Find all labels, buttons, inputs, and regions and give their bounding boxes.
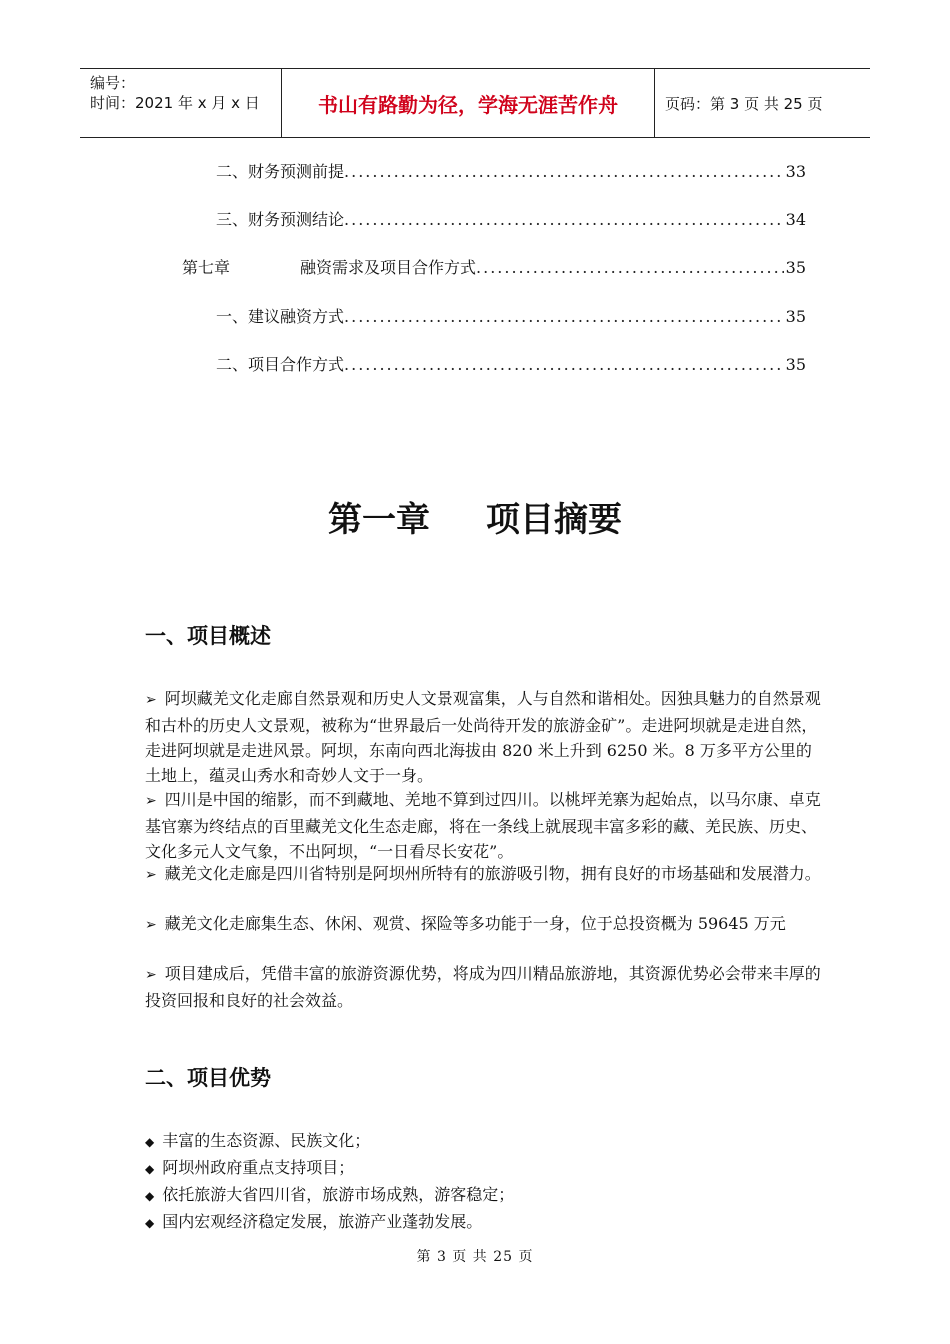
toc-entry-chapter[interactable]	[182, 256, 806, 280]
diamond-bullet-icon: ◆	[145, 1162, 155, 1176]
toc-entry[interactable]	[216, 353, 806, 377]
arrow-bullet-icon: ➢	[145, 793, 157, 809]
toc-entry-label: 一、建议融资方式	[216, 307, 345, 326]
list-item: ◆ 国内宏观经济稳定发展，旅游产业蓬勃发展。	[145, 1212, 483, 1231]
chapter-heading	[0, 492, 950, 541]
section-heading: 二、项目优势	[145, 1066, 271, 1090]
list-item: ◆ 依托旅游大省四川省，旅游市场成熟，游客稳定；	[145, 1185, 515, 1204]
diamond-bullet-icon: ◆	[145, 1216, 155, 1230]
toc-entry-page: 34	[785, 210, 806, 229]
page-header	[80, 68, 870, 138]
advantages-list	[145, 1128, 825, 1236]
diamond-bullet-icon: ◆	[145, 1189, 155, 1203]
arrow-bullet-icon: ➢	[145, 867, 157, 883]
toc-leader-dots	[344, 160, 784, 184]
toc-entry-page: 35	[785, 355, 806, 374]
header-page-info: 页码：第 3 页 共 25 页	[665, 94, 823, 113]
toc-leader-dots	[344, 353, 784, 377]
toc-leader-dots	[344, 305, 784, 329]
toc-entry-label: 二、财务预测前提	[216, 162, 345, 181]
toc-leader-dots	[476, 256, 784, 280]
overview-paragraph: ➢ 藏羌文化走廊是四川省特别是阿坝州所特有的旅游吸引物，拥有良好的市场基础和发展潜力。	[145, 864, 821, 883]
toc-entry-page: 35	[785, 258, 806, 277]
toc-entry[interactable]	[216, 160, 806, 184]
header-meta	[80, 69, 282, 137]
toc-entry-label: 三、财务预测结论	[216, 210, 345, 229]
toc-entry-page: 33	[785, 162, 806, 181]
toc-entry[interactable]	[216, 208, 806, 232]
diamond-bullet-icon: ◆	[145, 1135, 155, 1149]
page-footer: 第 3 页 共 25 页	[416, 1249, 534, 1265]
overview-paragraph: ➢ 项目建成后，凭借丰富的旅游资源优势，将成为四川精品旅游地，其资源优势必会带来丰厚的投资回报和良好的社会效益。	[145, 964, 821, 1010]
overview-paragraph: ➢ 四川是中国的缩影，而不到藏地、羌地不算到过四川。以桃坪羌寨为起始点，以马尔康、卓克基官寨为终结点的百里藏羌文化生态走廊，将在一条线上就展现丰富多彩的藏、羌民族、历史、文化多元人文气象，不出阿坝，“一日看尽长安花”。	[145, 790, 821, 861]
overview-paragraph: ➢ 藏羌文化走廊集生态、休闲、观赏、探险等多功能于一身，位于总投资概为 59645 万元	[145, 914, 786, 933]
list-item: ◆ 丰富的生态资源、民族文化；	[145, 1131, 371, 1150]
toc-entry[interactable]	[216, 305, 806, 329]
time-label: 时间：2021 年 x 月 x 日	[90, 94, 260, 112]
number-label: 编号：	[90, 74, 136, 92]
list-item: ◆ 阿坝州政府重点支持项目；	[145, 1158, 355, 1177]
overview-paragraph: ➢ 阿坝藏羌文化走廊自然景观和历史人文景观富集，人与自然和谐相处。因独具魅力的自然景观和古朴的历史人文景观，被称为“世界最后一处尚待开发的旅游金矿”。走进阿坝就是走进自然，走进阿坝就是走进风景。阿坝，东南向西北海拔由 820 米上升到 6250 米。8 万多平方公里的土地上，蕴灵山秀水和奇妙人文于一身。	[145, 689, 821, 785]
section-heading: 一、项目概述	[145, 624, 271, 648]
arrow-bullet-icon: ➢	[145, 917, 157, 933]
toc-entry-page: 35	[785, 307, 806, 326]
arrow-bullet-icon: ➢	[145, 967, 157, 983]
toc-chapter-number: 第七章	[182, 258, 231, 277]
arrow-bullet-icon: ➢	[145, 692, 157, 708]
toc-leader-dots	[344, 208, 784, 232]
toc-entry-label: 二、项目合作方式	[216, 355, 345, 374]
header-motto: 书山有路勤为径，学海无涯苦作舟	[282, 69, 655, 137]
chapter-number: 第一章	[328, 500, 430, 540]
chapter-title: 项目摘要	[486, 500, 622, 540]
toc-entry-label: 融资需求及项目合作方式	[300, 258, 477, 277]
